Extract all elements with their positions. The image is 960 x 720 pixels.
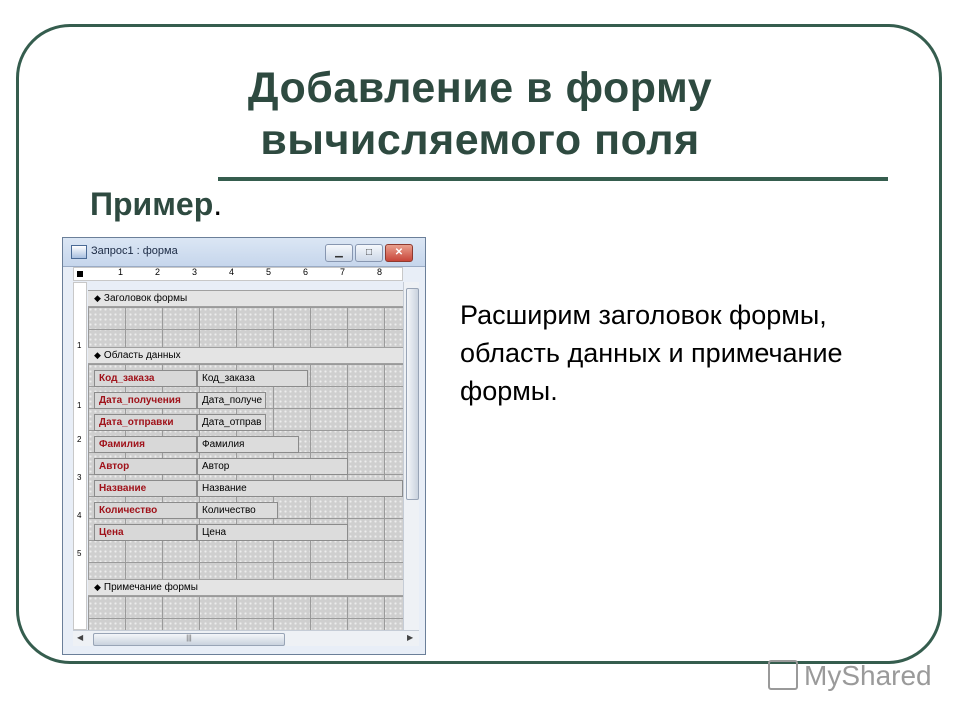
field-box-surname[interactable]: Фамилия [197,436,299,453]
ruler-tick: 1 [118,267,124,277]
form-selector[interactable] [77,271,83,277]
vruler-tick: 5 [77,549,82,558]
close-button[interactable]: ✕ [385,244,413,262]
subtitle [90,186,222,223]
ruler-tick: 4 [229,267,235,277]
horizontal-scroll-thumb[interactable]: ||| [93,633,285,646]
detail-section-bar[interactable]: ◆ Область данных [88,347,403,364]
ruler-tick: 2 [155,267,161,277]
form-design-canvas[interactable] [88,282,403,630]
field-box-author[interactable]: Автор [197,458,348,475]
detail-section-label: Область данных [103,350,181,361]
form-header-label: Заголовок формы [103,293,188,304]
form-header-bar[interactable]: ◆ Заголовок формы [88,290,403,307]
watermark-text: MyShared [804,660,932,691]
window-titlebar[interactable] [63,238,425,267]
field-box-quantity[interactable]: Количество [197,502,278,519]
maximize-button[interactable]: □ [355,244,383,262]
field-box-receive-date[interactable]: Дата_получе [197,392,266,409]
watermark-logo-icon [768,660,798,690]
vruler-tick: 3 [77,473,82,482]
ruler-tick: 6 [303,267,309,277]
ruler-tick: 5 [266,267,272,277]
vruler-tick: 4 [77,511,82,520]
field-label-title[interactable]: Название [94,480,197,497]
field-label-price[interactable]: Цена [94,524,197,541]
field-label-order-id[interactable]: Код_заказа [94,370,197,387]
form-footer-grid[interactable] [88,596,403,630]
title-line-2: вычисляемого поля [260,116,700,164]
scroll-left-icon[interactable]: ◀ [77,633,84,642]
subtitle-text: Пример [90,186,214,222]
form-footer-bar[interactable]: ◆ Примечание формы [88,579,403,596]
field-box-order-id[interactable]: Код_заказа [197,370,308,387]
field-box-title[interactable]: Название [197,480,403,497]
field-box-send-date[interactable]: Дата_отправ [197,414,266,431]
form-icon [71,245,87,259]
form-footer-label: Примечание формы [103,582,198,593]
body-text: Расширим заголовок формы, область данных и примечание формы. [460,300,843,406]
vruler-tick: 1 [77,401,82,410]
field-label-quantity[interactable]: Количество [94,502,197,519]
field-label-surname[interactable]: Фамилия [94,436,197,453]
vertical-scrollbar[interactable] [403,282,419,630]
field-label-send-date[interactable]: Дата_отправки [94,414,197,431]
field-label-author[interactable]: Автор [94,458,197,475]
ruler-tick: 3 [192,267,198,277]
form-design-window[interactable] [62,237,426,655]
minimize-button[interactable]: ▁ [325,244,353,262]
field-label-receive-date[interactable]: Дата_получения [94,392,197,409]
slide-title [0,62,960,166]
form-header-grid[interactable] [88,307,403,347]
ruler-tick: 8 [377,267,383,277]
vertical-ruler [73,282,87,630]
vruler-tick: 2 [77,435,82,444]
ruler-tick: 7 [340,267,346,277]
vruler-tick: 1 [77,341,82,350]
scroll-right-icon[interactable]: ▶ [407,633,414,642]
subtitle-dot: . [213,186,223,222]
field-box-price[interactable]: Цена [197,524,348,541]
title-underline [218,177,888,181]
vertical-scroll-thumb[interactable] [406,288,419,500]
horizontal-ruler [73,267,403,281]
horizontal-scrollbar[interactable] [73,630,419,646]
title-line-1: Добавление в форму [247,64,713,112]
window-title: Запрос1 : форма [91,245,178,257]
